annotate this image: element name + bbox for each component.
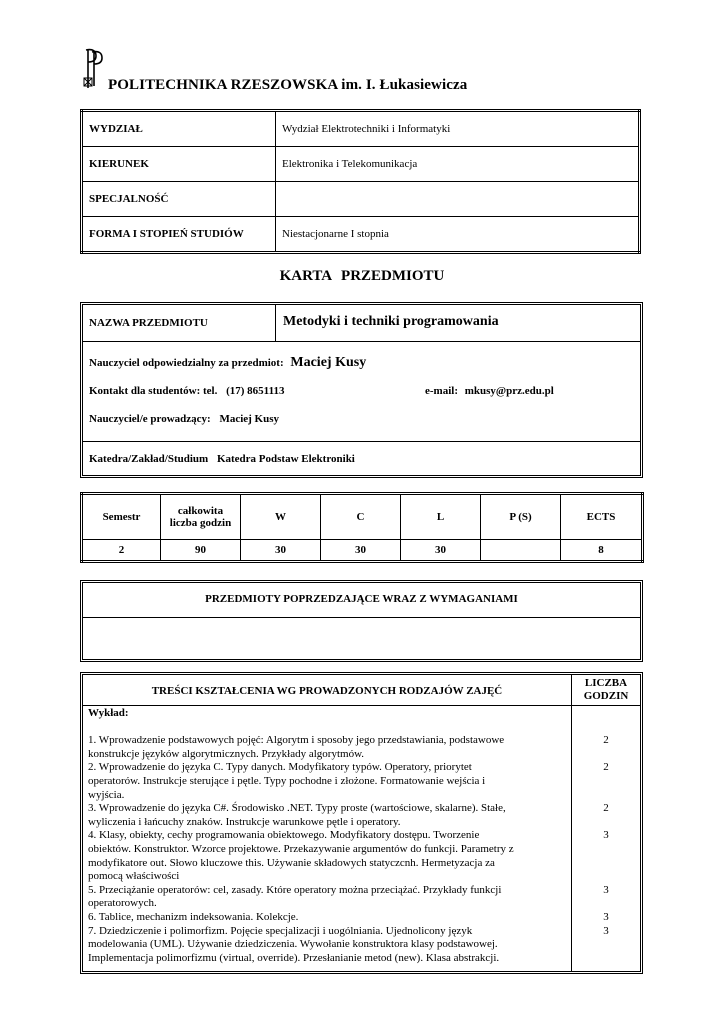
hours-value: 2 <box>603 761 609 774</box>
lecturers-line <box>89 413 279 425</box>
content-line: Implementacja polimorfizmu (virtual, override). Przesłanianie metod (new). Klasa abstrakcji. <box>88 951 500 964</box>
subject-name-value: Metodyki i techniki programowania <box>283 314 499 329</box>
email-line <box>425 385 554 397</box>
teacher-value: Maciej Kusy <box>290 355 367 370</box>
subject-name-label: NAZWA PRZEDMIOTU <box>89 317 208 329</box>
content-body <box>88 707 566 965</box>
contact-label: Kontakt dla studentów: tel. <box>89 385 218 397</box>
column-header: W <box>241 494 321 540</box>
table-row <box>82 540 643 562</box>
table-cell: 2 <box>82 540 161 562</box>
content-line: obiektów. Konstruktor. Wzorce projektowe. Przekazywanie argumentów do funkcji. Parametry z <box>88 842 514 855</box>
divider <box>83 441 640 442</box>
content-line: 1. Wprowadzenie podstawowych pojęć: Algorytm i sposoby jego przedstawiania, podstawowe <box>88 734 505 747</box>
hours-spacer <box>572 897 640 911</box>
lecturers-value: Maciej Kusy <box>219 413 280 425</box>
table-row <box>82 147 640 182</box>
content-line: 3. Wprowadzenie do języka C#. Środowisko .NET. Typy proste (wartościowe, skalarne). Stałe, <box>88 802 506 815</box>
email-value: mkusy@prz.edu.pl <box>464 385 554 397</box>
table-cell: 30 <box>241 540 321 562</box>
university-logo-icon <box>82 48 106 90</box>
content-line: 7. Dziedziczenie i polimorfizm. Pojęcie specjalizacji i uogólniania. Ujednolicony język <box>88 924 473 937</box>
divider <box>83 617 640 618</box>
hours-value: 3 <box>603 883 609 896</box>
content-line: modyfikatore out. Słowo kluczowe this. Używanie składowych statyczcnh. Hermetyzacja za <box>88 856 495 869</box>
university-title: POLITECHNIKA RZESZOWSKA im. I. Łukasiewicza <box>108 77 468 93</box>
table-cell: 90 <box>161 540 241 562</box>
department-value: Katedra Podstaw Elektroniki <box>216 453 355 465</box>
content-line: 6. Tablice, mechanizm indeksowania. Kolekcje. <box>88 910 299 923</box>
table-cell: 30 <box>401 540 481 562</box>
hours-spacer <box>572 870 640 884</box>
info-value: Elektronika i Telekomunikacja <box>276 147 640 182</box>
hours-spacer <box>572 952 640 966</box>
content-line: operatorowych. <box>88 897 157 910</box>
content-title: TREŚCI KSZTAŁCENIA WG PROWADZONYCH RODZAJÓW ZAJĘĆ <box>151 685 503 697</box>
table-row <box>82 217 640 253</box>
info-label: SPECJALNOŚĆ <box>82 182 276 217</box>
faculty-info-table <box>80 109 641 254</box>
hours-spacer <box>572 938 640 952</box>
contact-line <box>89 385 284 397</box>
column-header: Semestr <box>82 494 161 540</box>
column-header: P (S) <box>481 494 561 540</box>
contact-phone: (17) 8651113 <box>226 385 285 397</box>
teacher-label: Nauczyciel odpowiedzialny za przedmiot: <box>89 357 284 369</box>
content-line: operatorów. Instrukcje sterujące i pętle. Typy pochodne i złożone. Formatowanie wejścia i <box>88 774 486 787</box>
hours-value: 3 <box>603 924 609 937</box>
info-label: WYDZIAŁ <box>82 111 276 147</box>
hours-value: 2 <box>603 734 609 747</box>
column-header: całkowita liczba godzin <box>161 494 241 540</box>
semester-hours-table <box>80 492 644 563</box>
hours-spacer <box>572 816 640 830</box>
content-line: konstrukcje języków algorytmicznych. Przykłady algorytmów. <box>88 747 365 760</box>
content-line: 4. Klasy, obiekty, cechy programowania obiektowego. Modyfikatory dostępu. Tworzenie <box>88 829 480 842</box>
table-row <box>82 182 640 217</box>
content-header <box>83 675 571 706</box>
info-label: KIERUNEK <box>82 147 276 182</box>
subject-name-row <box>83 305 640 342</box>
prerequisites-box <box>80 580 643 662</box>
info-value: Niestacjonarne I stopnia <box>276 217 640 253</box>
content-line: pomocą właściwości <box>88 870 180 883</box>
section-label: Wykład: <box>88 707 129 719</box>
hours-header-label: LICZBA GODZIN <box>583 677 629 702</box>
content-line: wyliczenia i łańcuchy znaków. Instrukcje warunkowe pętle i operatory. <box>88 815 401 828</box>
hours-spacer <box>572 857 640 871</box>
department-line <box>89 453 355 465</box>
content-line: 2. Wprowadzenie do języka C. Typy danych. Modyfikatory typów. Operatory, priorytet <box>88 761 472 774</box>
hours-spacer <box>572 843 640 857</box>
department-label: Katedra/Zakład/Studium <box>89 453 209 465</box>
column-header: ECTS <box>561 494 643 540</box>
subject-details-box <box>80 302 643 478</box>
hours-spacer <box>572 748 640 762</box>
hours-header <box>572 675 640 706</box>
info-value <box>276 182 640 217</box>
hours-value: 2 <box>603 802 609 815</box>
content-line: modelowania (UML). Używanie dziedziczenia. Wywołanie konstruktora klasy podstawowej. <box>88 938 498 951</box>
column-header: C <box>321 494 401 540</box>
table-cell: 30 <box>321 540 401 562</box>
email-label: e-mail: <box>425 385 458 397</box>
divider <box>275 305 276 341</box>
content-line: 5. Przeciążanie operatorów: cel, zasady. Które operatory można przeciążać. Przykłady funkcji <box>88 883 502 896</box>
hours-value: 3 <box>603 829 609 842</box>
hours-column <box>572 707 640 965</box>
teacher-line <box>89 355 366 371</box>
lecturers-label: Nauczyciel/e prowadzący: <box>89 413 211 425</box>
table-row <box>82 111 640 147</box>
document-title: KARTA PRZEDMIOTU <box>279 268 445 284</box>
table-cell: 8 <box>561 540 643 562</box>
table-header-row <box>82 494 643 540</box>
course-content-box <box>80 672 643 974</box>
content-line: wyjścia. <box>88 788 125 801</box>
hours-value: 3 <box>603 910 609 923</box>
prerequisites-title: PRZEDMIOTY POPRZEDZAJĄCE WRAZ Z WYMAGANIAMI <box>205 593 518 605</box>
hours-spacer <box>572 775 640 789</box>
info-value: Wydział Elektrotechniki i Informatyki <box>276 111 640 147</box>
table-cell <box>481 540 561 562</box>
hours-spacer <box>572 789 640 803</box>
column-header: L <box>401 494 481 540</box>
info-label: FORMA I STOPIEŃ STUDIÓW <box>82 217 276 253</box>
